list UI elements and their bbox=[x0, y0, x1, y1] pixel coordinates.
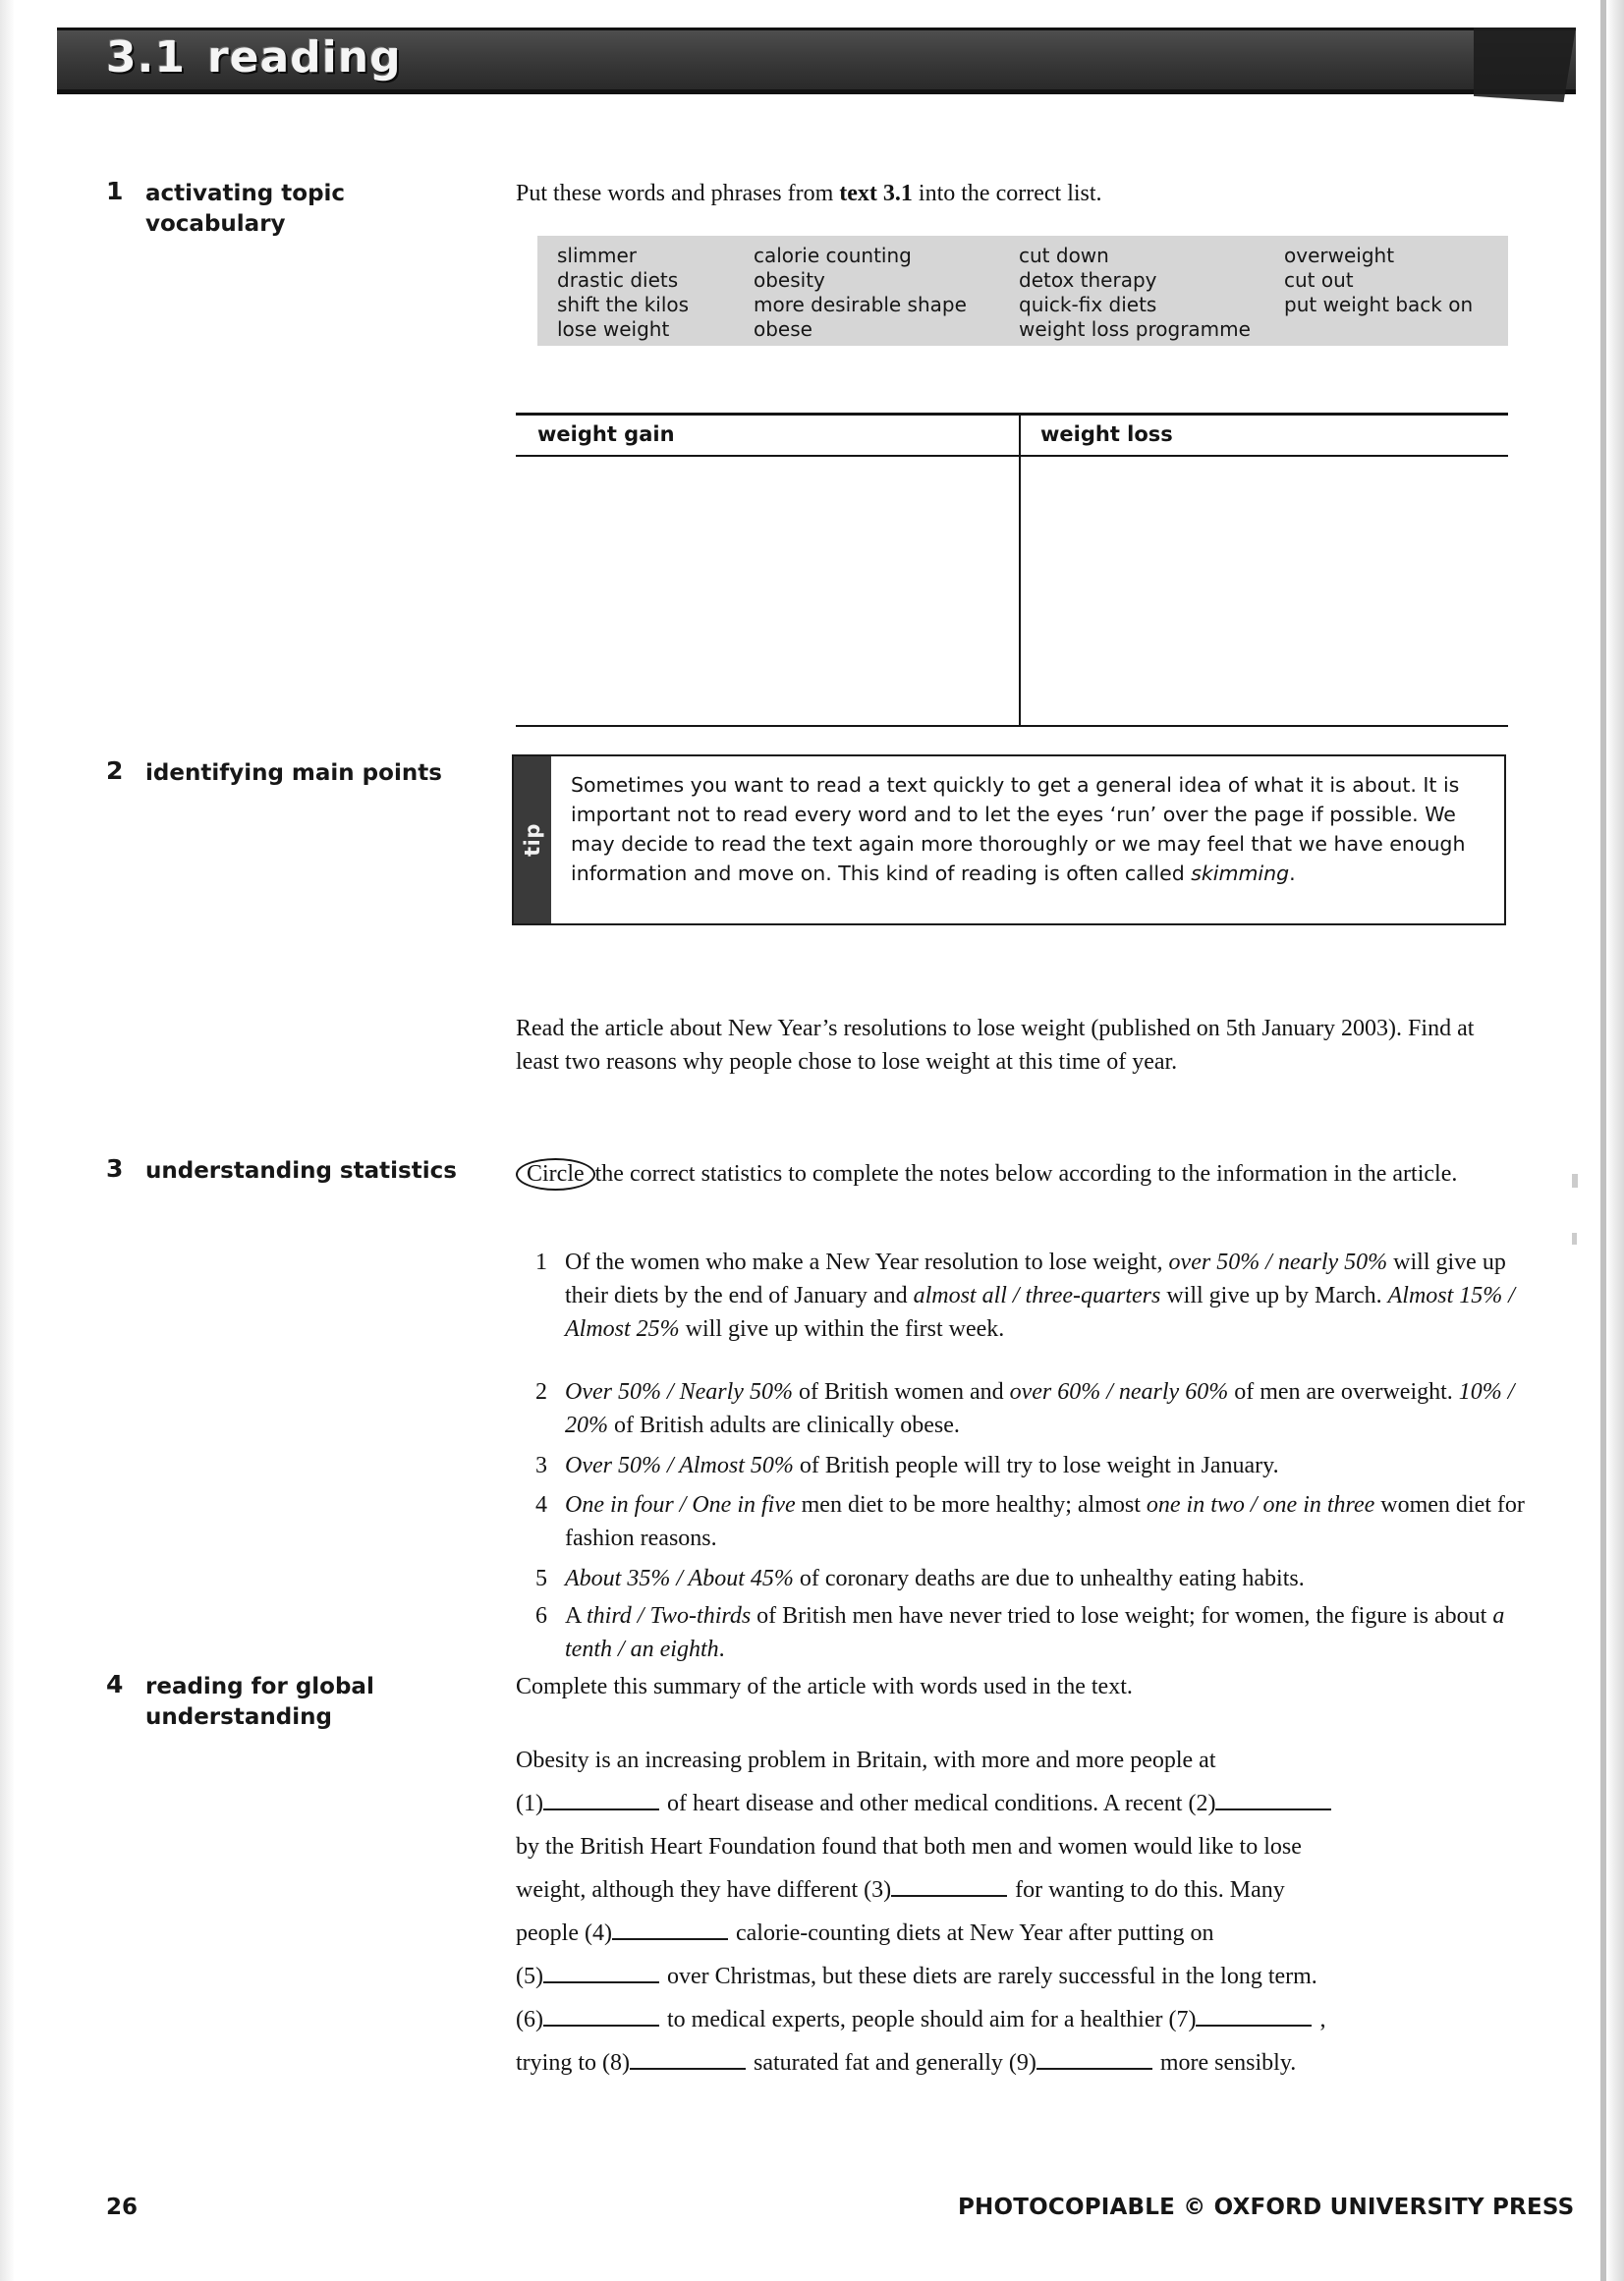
instruction-suffix: into the correct list. bbox=[912, 181, 1102, 206]
statistic-option[interactable]: one in two / one in three bbox=[1146, 1492, 1375, 1518]
summary-line bbox=[516, 1830, 1302, 1864]
statistic-option[interactable]: third / Two-thirds bbox=[587, 1603, 752, 1629]
question-text-run: Of the women who make a New Year resolution to lose weight, bbox=[565, 1250, 1169, 1275]
gap-fill-blank[interactable] bbox=[1036, 2048, 1152, 2070]
question-number: 1 bbox=[535, 1250, 547, 1275]
summary-line bbox=[516, 1873, 1285, 1907]
summary-text-run: calorie-counting diets at New Year after putting on bbox=[729, 1920, 1214, 1946]
question-text-run: . bbox=[718, 1637, 725, 1662]
page-title bbox=[106, 32, 402, 83]
tip-tab-label: tip bbox=[521, 823, 544, 857]
question-text bbox=[565, 1599, 1528, 1666]
banner-corner-fold bbox=[1474, 28, 1576, 102]
tip-text-end: . bbox=[1289, 862, 1296, 885]
tip-tab bbox=[514, 756, 551, 923]
table-rule-top bbox=[516, 413, 1508, 416]
section-number: 2 bbox=[106, 756, 124, 785]
question-text-run: men diet to be more healthy; almost bbox=[795, 1492, 1147, 1518]
exercise-3-instruction bbox=[516, 1157, 1508, 1191]
summary-text-run: of heart disease and other medical conditions. A recent (2) bbox=[660, 1791, 1216, 1816]
reading-instruction: Read the article about New Year’s resolutions to lose weight (published on 5th January 2003). Find at least two reasons why people chose to lose weight at this time of year. bbox=[516, 1016, 1475, 1075]
tip-text-body: Sometimes you want to read a text quickly to get a general idea of what it is about. It is important not to read every word and to let the eyes ‘run’ over the page if possible. We may decide to read the text again more thoroughly or we may feel that we have enough information and move on. This kind of reading is often called bbox=[571, 773, 1466, 885]
question-text bbox=[565, 1449, 1528, 1482]
table-header-weight-loss: weight loss bbox=[1040, 422, 1173, 446]
section-number: 3 bbox=[106, 1154, 124, 1183]
question-text bbox=[565, 1246, 1528, 1346]
summary-text-run: (1) bbox=[516, 1791, 543, 1816]
table-rule-vertical bbox=[1019, 413, 1021, 727]
summary-text-run: (5) bbox=[516, 1964, 543, 1989]
summary-text-run: over Christmas, but these diets are rarely successful in the long term. bbox=[660, 1964, 1317, 1989]
page-right-edge bbox=[1606, 0, 1624, 2281]
summary-text-run: to medical experts, people should aim for a healthier (7) bbox=[660, 2007, 1197, 2032]
question-text-run: will give up within the first week. bbox=[679, 1316, 1005, 1342]
gap-fill-blank[interactable] bbox=[1196, 2005, 1312, 2027]
summary-text-run: , bbox=[1314, 2007, 1326, 2032]
page-spine-shadow bbox=[1600, 0, 1606, 2281]
vocab-word: more desirable shape bbox=[754, 293, 967, 316]
statistic-option[interactable]: a tenth / an eighth bbox=[565, 1603, 1505, 1662]
vocab-word: slimmer bbox=[557, 244, 638, 267]
summary-text-run: more sensibly. bbox=[1153, 2050, 1297, 2076]
statistic-option[interactable]: almost all / three-quarters bbox=[913, 1283, 1161, 1308]
section-label: reading for global understanding bbox=[145, 1674, 374, 1730]
vocab-word: calorie counting bbox=[754, 244, 912, 267]
question-text-run: of men are overweight. bbox=[1228, 1379, 1459, 1405]
question-number: 2 bbox=[535, 1379, 547, 1405]
statistic-option[interactable]: Almost 15% / Almost 25% bbox=[565, 1283, 1515, 1342]
vocab-word: obese bbox=[754, 317, 812, 341]
gap-fill-blank[interactable] bbox=[543, 2005, 659, 2027]
scan-speck bbox=[1572, 1174, 1578, 1188]
summary-line bbox=[516, 2046, 1296, 2080]
vocab-word: weight loss programme bbox=[1019, 317, 1251, 341]
question-text-run: of British adults are clinically obese. bbox=[608, 1413, 960, 1438]
scan-speck bbox=[1572, 1233, 1577, 1245]
tip-box bbox=[512, 754, 1506, 925]
section-label: understanding statistics bbox=[145, 1158, 457, 1184]
question-text-run: of British people will try to lose weight in January. bbox=[793, 1453, 1279, 1478]
summary-text-run: Obesity is an increasing problem in Britain, with more and more people at bbox=[516, 1748, 1216, 1773]
table-rule-header bbox=[516, 455, 1508, 457]
vocab-word: lose weight bbox=[557, 317, 670, 341]
vocab-word: drastic diets bbox=[557, 268, 679, 292]
statistic-option[interactable]: Over 50% / Nearly 50% bbox=[565, 1379, 793, 1405]
unit-title: reading bbox=[206, 32, 402, 83]
unit-number: 3.1 bbox=[106, 32, 186, 83]
exercise-4-instruction: Complete this summary of the article with words used in the text. bbox=[516, 1674, 1133, 1699]
question-text-run: of British men have never tried to lose weight; for women, the figure is about bbox=[751, 1603, 1493, 1629]
vocab-word: cut down bbox=[1019, 244, 1109, 267]
gap-fill-blank[interactable] bbox=[612, 1919, 728, 1940]
page-left-edge bbox=[0, 0, 14, 2281]
instruction-prefix: Put these words and phrases from bbox=[516, 181, 840, 206]
vocab-word: quick-fix diets bbox=[1019, 293, 1157, 316]
summary-text-run: weight, although they have different (3) bbox=[516, 1877, 892, 1903]
gap-fill-blank[interactable] bbox=[543, 1962, 659, 1983]
vocab-word bbox=[1284, 317, 1528, 342]
gap-fill-blank[interactable] bbox=[891, 1875, 1007, 1897]
question-number: 3 bbox=[535, 1453, 547, 1478]
summary-text-run: (6) bbox=[516, 2007, 543, 2032]
vocab-word: cut out bbox=[1284, 268, 1354, 292]
vocab-word: detox therapy bbox=[1019, 268, 1157, 292]
question-text-run: will give up their diets by the end of January and bbox=[565, 1250, 1506, 1308]
tip-text-emphasis: skimming bbox=[1191, 862, 1290, 885]
summary-text-run: saturated fat and generally (9) bbox=[747, 2050, 1036, 2076]
statistic-option[interactable]: One in four / One in five bbox=[565, 1492, 796, 1518]
tip-text bbox=[571, 770, 1480, 888]
statistic-option[interactable]: About 35% / About 45% bbox=[565, 1566, 794, 1591]
table-rule-bottom bbox=[516, 725, 1508, 727]
statistic-option[interactable]: over 50% / nearly 50% bbox=[1168, 1250, 1388, 1275]
question-text bbox=[565, 1375, 1528, 1442]
question-number: 4 bbox=[535, 1492, 547, 1518]
summary-line bbox=[516, 1960, 1317, 1993]
gap-fill-blank[interactable] bbox=[543, 1789, 659, 1810]
footer-page-number: 26 bbox=[106, 2195, 139, 2220]
question-text-run: of coronary deaths are due to unhealthy eating habits. bbox=[793, 1566, 1305, 1591]
gap-fill-blank[interactable] bbox=[630, 2048, 746, 2070]
summary-text-run: trying to (8) bbox=[516, 2050, 630, 2076]
summary-line bbox=[516, 1787, 1333, 1820]
statistic-option[interactable]: Over 50% / Almost 50% bbox=[565, 1453, 794, 1478]
instruction-reference: text 3.1 bbox=[839, 181, 913, 206]
section-number: 1 bbox=[106, 177, 124, 205]
exercise-1-instruction bbox=[516, 177, 1508, 210]
question-text-run: A bbox=[565, 1603, 588, 1629]
question-number: 5 bbox=[535, 1566, 547, 1591]
question-text bbox=[565, 1488, 1528, 1555]
question-number: 6 bbox=[535, 1603, 547, 1629]
vocabulary-word-box bbox=[537, 236, 1508, 346]
circle-instruction-highlight: Circle bbox=[516, 1158, 595, 1191]
statistic-option[interactable]: over 60% / nearly 60% bbox=[1009, 1379, 1229, 1405]
footer-credit: PHOTOCOPIABLE © OXFORD UNIVERSITY PRESS bbox=[958, 2195, 1575, 2220]
vocab-word: shift the kilos bbox=[557, 293, 690, 316]
gap-fill-blank[interactable] bbox=[1215, 1789, 1331, 1810]
statistic-option[interactable]: 10% / 20% bbox=[565, 1379, 1515, 1438]
section-label: identifying main points bbox=[145, 760, 442, 786]
section-label: activating topic vocabulary bbox=[145, 181, 346, 237]
circle-instruction-text: the correct statistics to complete the notes below according to the information in the article. bbox=[594, 1161, 1458, 1187]
vocab-word: obesity bbox=[754, 268, 825, 292]
summary-line bbox=[516, 1917, 1214, 1950]
summary-line bbox=[516, 1744, 1216, 1777]
vocab-word: overweight bbox=[1284, 244, 1395, 267]
table-header-weight-gain: weight gain bbox=[537, 422, 675, 446]
question-text-run: women diet for fashion reasons. bbox=[565, 1492, 1525, 1551]
summary-text-run: for wanting to do this. Many bbox=[1009, 1877, 1285, 1903]
vocab-word: put weight back on bbox=[1284, 293, 1474, 316]
summary-text-run: by the British Heart Foundation found that both men and women would like to lose bbox=[516, 1834, 1302, 1860]
summary-text-run: people (4) bbox=[516, 1920, 612, 1946]
question-text bbox=[565, 1562, 1528, 1595]
question-text-run: will give up by March. bbox=[1160, 1283, 1388, 1308]
summary-line bbox=[516, 2003, 1325, 2036]
section-number: 4 bbox=[106, 1670, 124, 1698]
question-text-run: of British women and bbox=[792, 1379, 1010, 1405]
answer-table bbox=[516, 413, 1508, 727]
